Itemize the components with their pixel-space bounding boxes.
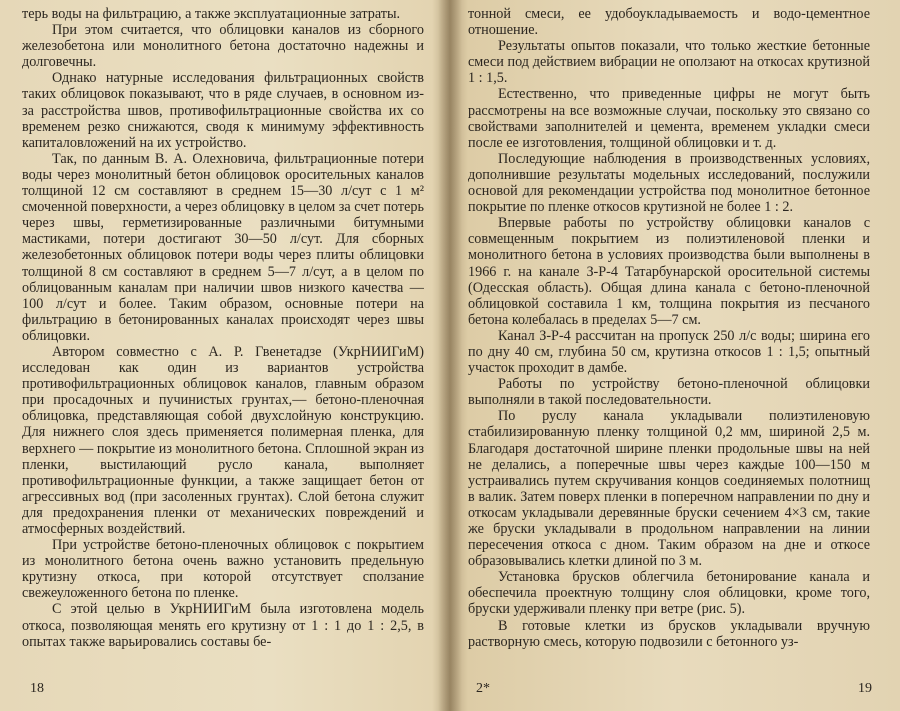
paragraph: тонной смеси, ее удобоукладываемость и водо-цементное отношение. [468,6,870,39]
page-number-right: 19 [858,681,872,696]
paragraph: терь воды на фильтрацию, а также эксплуатационные затраты. [22,6,401,22]
paragraph: Канал З-Р-4 рассчитан на пропуск 250 л/с воды; ширина его по дну 40 см, глубина 50 см, крутизна откосов 1 : 1,5; опытный участок проходит в дамбе. [468,327,870,377]
left-page-text [22,6,424,711]
paragraph: С этой целью в УкрНИИГиМ была изготовлена модель откоса, позволяющая менять его крутизну от 1 : 1 до 1 : 2,5, в опытах также варьировались составы бе- [22,601,424,650]
paragraph: Однако натурные исследования фильтрационных свойств таких облицовок показывают, что в ряде случаев, в основном из-за расстройства швов, противофильтрационные свойства их со временем резко снижаются, сводя к минимуму эффективность капиталовложений на их устройство. [22,70,424,151]
page-number-left: 18 [30,681,44,696]
paragraph: Результаты опытов показали, что только жесткие бетонные смеси под действием вибрации не оползают на откосах крутизной 1 : 1,5. [468,38,870,87]
signature-mark: 2* [476,681,490,696]
paragraph: Последующие наблюдения в производственных условиях, дополнившие результаты модельных исследований, послужили основой для рекомендации устройства под монолитное бетонное покрытие по пленке откосов крутизной не более 1 : 2. [468,150,870,216]
paragraph: Естественно, что приведенные цифры не могут быть рассмотрены на все возможные случаи, поскольку это связано со свойствами заполнителей и цемента, временем укладки смеси после ее изготовления, толщиной облицовки и т. д. [468,86,870,151]
paragraph: Впервые работы по устройству облицовки каналов с совмещенным покрытием из полиэтиленовой пленки и монолитного бетона в условиях производства были выполнены в 1966 г. на канале З-Р-4 Татарбунарской оросительной системы (Одесская область). Общая длина канала с бетоно-пленочной облицовкой составила 1 км, толщина покрытия из песчаного бетона колебалась в пределах 5—7 см. [468,215,870,328]
paragraph: При устройстве бетоно-пленочных облицовок с покрытием из монолитного бетона очень важно установить предельную крутизну откоса, при которой отсутствует сползание свежеуложенного бетона по пленке. [22,537,424,602]
paragraph: При этом считается, что облицовки каналов из сборного железобетона или монолитного бетона достаточно надежны и долговечны. [22,22,424,71]
book-gutter [438,0,462,711]
paragraph: Так, по данным В. А. Олехновича, фильтрационные потери воды через монолитный бетон облицовок оросительных каналов толщиной 12 см составляют в среднем 15—30 л/сут с 1 м² смоченной поверхности, а через облицовку в целом за счет потерь через швы, герметизированные различными битумными мастиками, потери достигают 30—50 л/сут. Для сборных железобетонных облицовок потери воды через плиты облицовки толщиной 8 см составляют в среднем 5—7 л/сут, а в целом по облицованным каналам при наличии швов низкого качества — 100 л/сут и более. Таким образом, основные потери на фильтрацию в бетонированных каналах происходят через швы облицовки. [22,150,424,344]
paragraph: В готовые клетки из брусков укладывали вручную растворную смесь, которую подвозили с бетонного уз- [468,617,870,650]
paragraph: Автором совместно с А. Р. Гвенетадзе (УкрНИИГиМ) исследован как один из вариантов устройства противофильтрационных облицовок каналов, главным образом при просадочных и пучинистых грунтах,— бетоно-пленочная облицовка, представляющая собой двухслойную конструкцию. Для нижнего слоя здесь применяется полимерная пленка, для верхнего — покрытие из монолитного бетона. Сплошной экран из пленки, выстилающий русло канала, выполняет противофильтрационные функции, а также защищает бетон от агрессивных вод (при засоленных грунтах). Слой бетона служит для предохранения пленки от механических повреждений и атмосферных воздействий. [22,343,424,537]
paragraph: Работы по устройству бетоно-пленочной облицовки выполняли в такой последовательности. [468,376,870,409]
paragraph: Установка брусков облегчила бетонирование канала и обеспечила проектную толщину слоя облицовки, кроме того, бруски удерживали пленку при ветре (рис. 5). [468,569,870,618]
paragraph: По руслу канала укладывали полиэтиленовую стабилизированную пленку толщиной 0,2 мм, шириной 2,5 м. Благодаря достаточной ширине пленки продольные швы на ней не делались, а поперечные швы через каждые 100—150 м устраивались путем скручивания концов соединяемых полотнищ в валик. Затем поверх пленки в поперечном направлении по дну и откосам укладывали деревянные бруски сечением 4×3 см, такие же бруски укладывали в продольном направлении на линии пересечения откоса с дном. Таким образом на дне и откосе образовывались клетки длиной по 3 м. [468,408,870,570]
right-page-text [468,6,870,711]
